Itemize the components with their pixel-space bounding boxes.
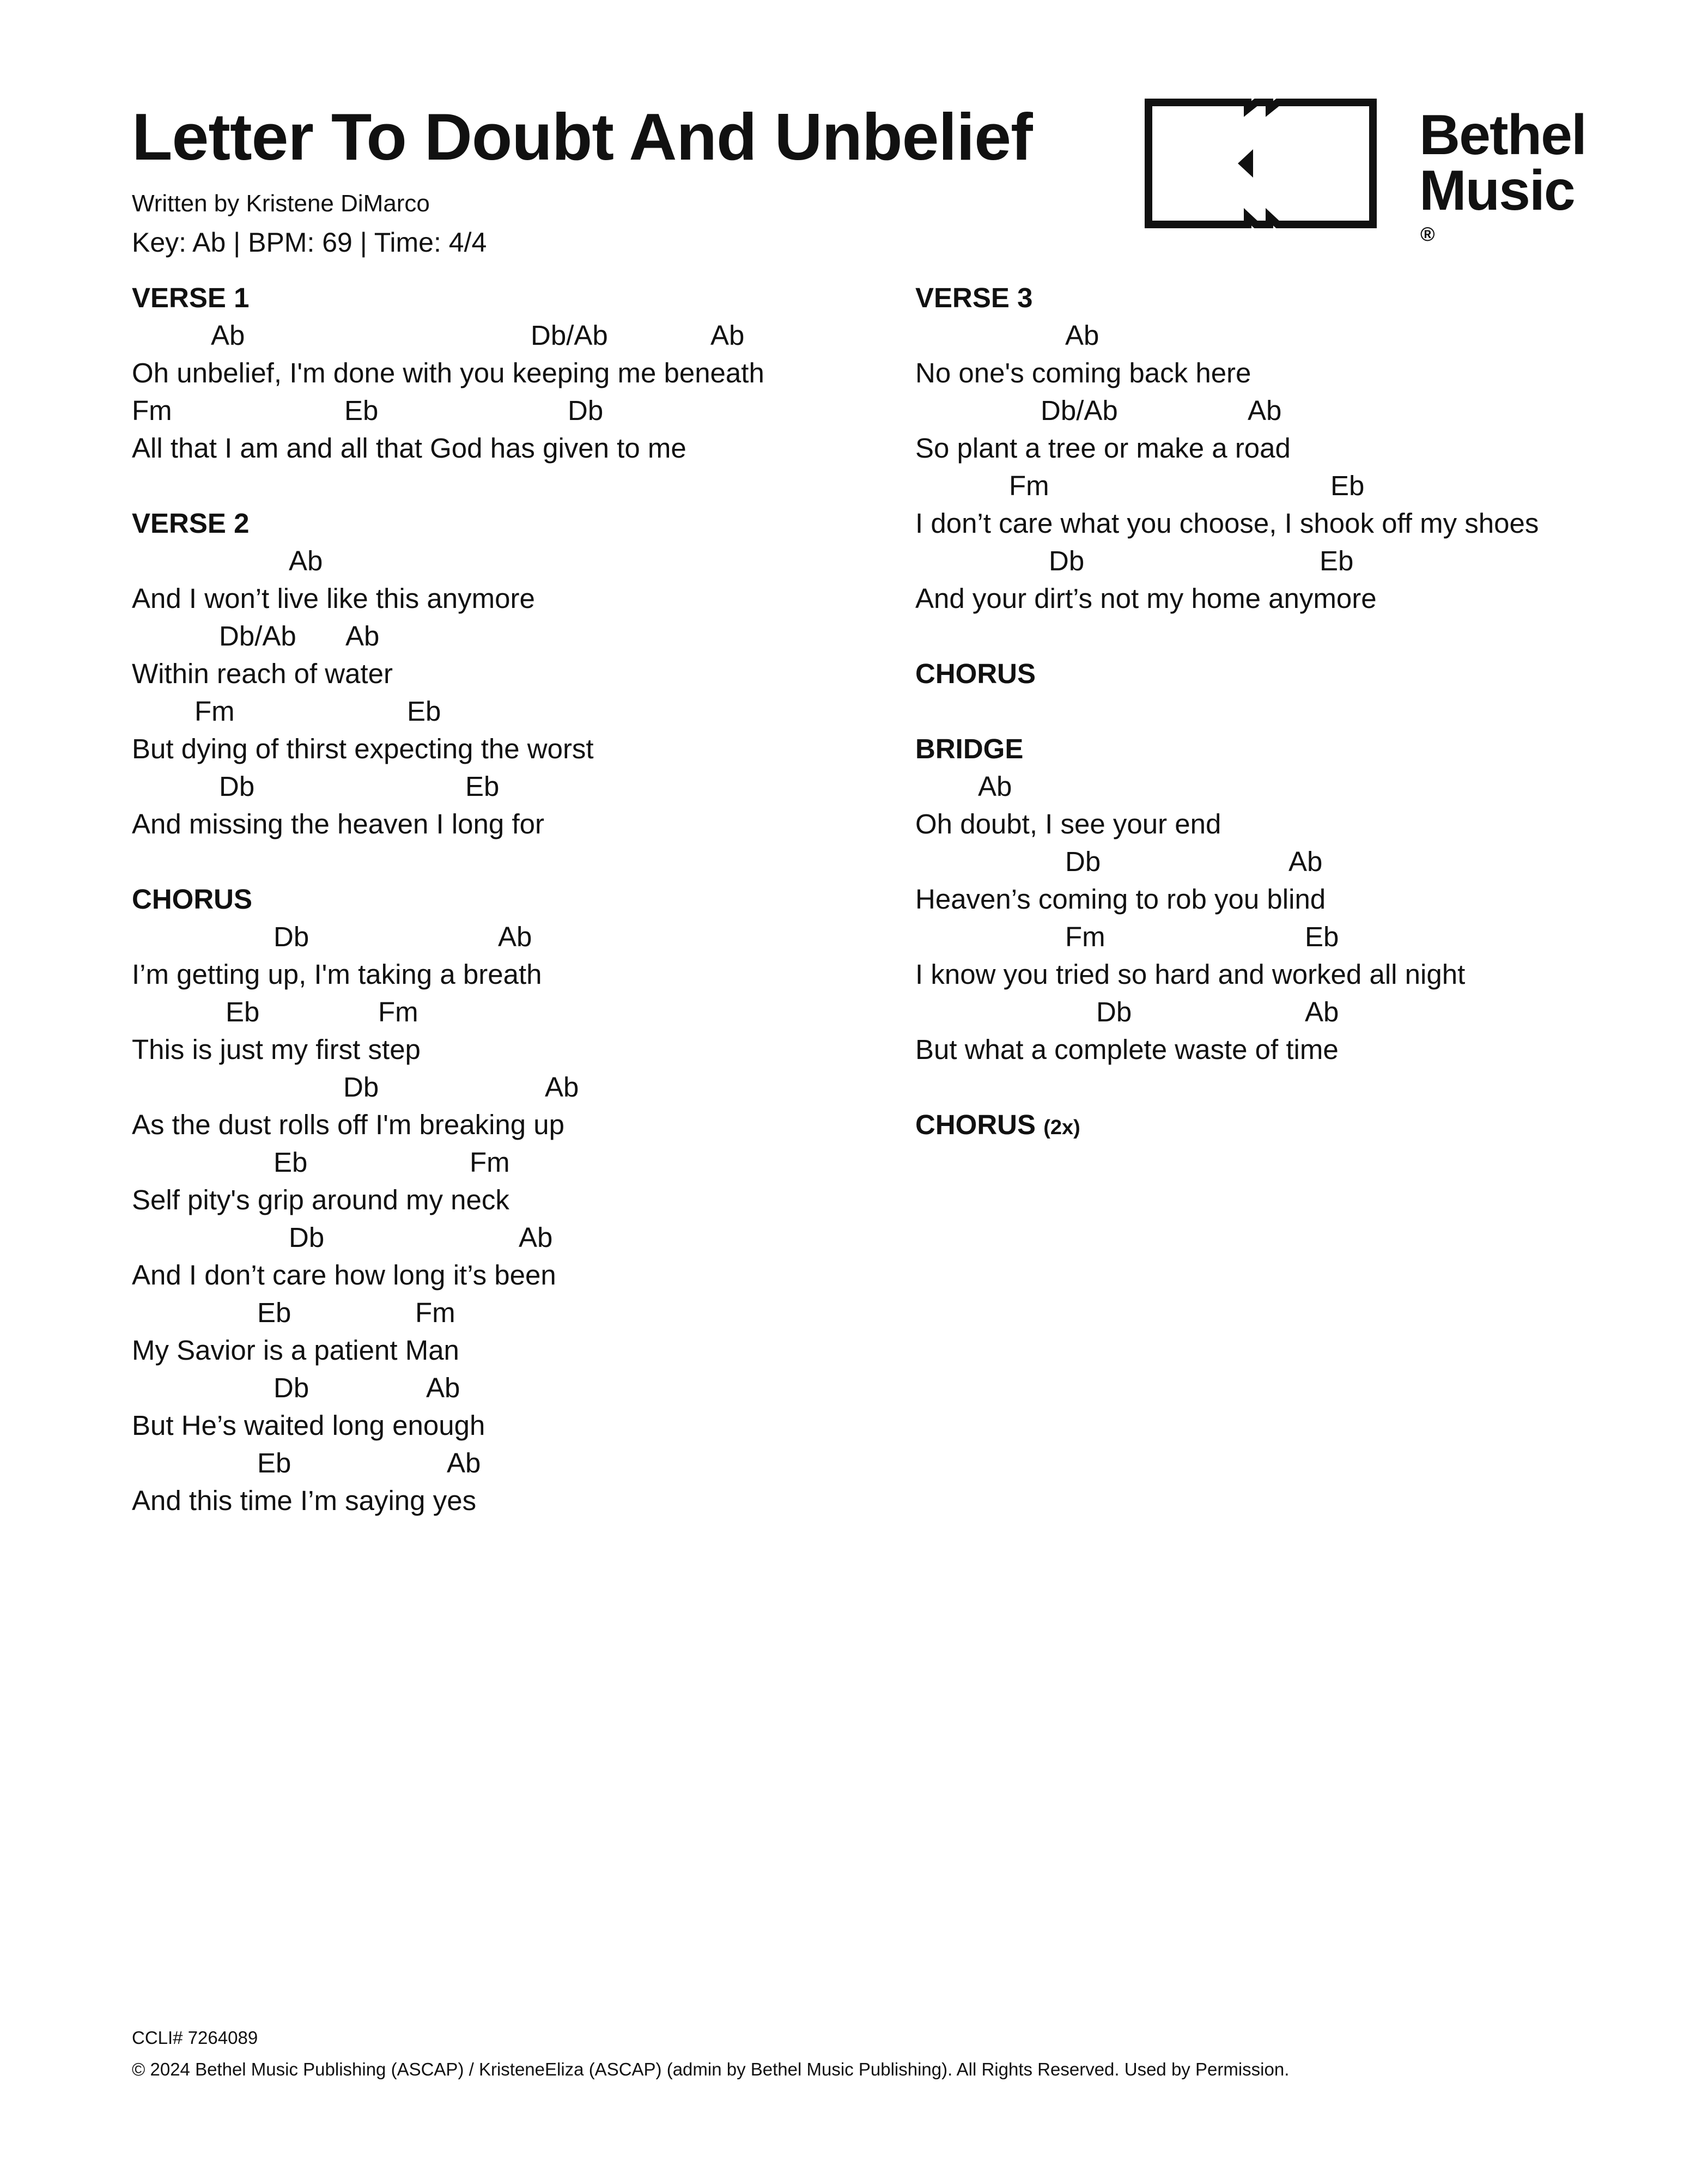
chord: Ab	[447, 1447, 481, 1478]
songwriter-credit: Written by Kristene DiMarco	[132, 190, 430, 217]
chord-row	[915, 467, 1689, 504]
chord: Eb	[465, 771, 500, 802]
lyric-line: And missing the heaven I long for	[132, 808, 544, 839]
lyric-line: As the dust rolls off I'm breaking up	[132, 1109, 565, 1140]
lyric-line: And I won’t live like this anymore	[132, 583, 535, 614]
chord: Ab	[519, 1222, 553, 1253]
registered-mark: ®	[1420, 222, 1435, 245]
chord: Db	[273, 1372, 309, 1403]
chord: Fm	[415, 1297, 455, 1328]
chord-row	[915, 542, 1689, 580]
chord: Ab	[426, 1372, 460, 1403]
chord: Ab	[211, 320, 245, 351]
brand-wordmark	[1419, 104, 1586, 245]
chord: Ab	[345, 620, 380, 652]
chord: Eb	[1305, 921, 1339, 952]
chord: Db	[1096, 996, 1132, 1027]
chord-row	[915, 768, 1689, 805]
chord-row	[132, 768, 895, 805]
chord: Ab	[1248, 395, 1282, 426]
lyric-line: But what a complete waste of time	[915, 1034, 1339, 1065]
chord: Db/Ab	[531, 320, 608, 351]
verse-3	[915, 279, 1689, 617]
section-heading: CHORUS (2x)	[915, 1109, 1080, 1140]
lyric-line: Oh doubt, I see your end	[915, 808, 1221, 839]
copyright-notice: © 2024 Bethel Music Publishing (ASCAP) / KristeneEliza (ASCAP) (admin by Bethel Music Publishing). All Rights Reserved. Used by Permission.	[132, 2059, 1290, 2079]
chord: Db	[568, 395, 604, 426]
chorus-reference	[915, 655, 1689, 692]
chord: Ab	[545, 1072, 579, 1103]
chord: Eb	[344, 395, 379, 426]
lyric-line: I’m getting up, I'm taking a breath	[132, 959, 542, 990]
chord: Eb	[1320, 545, 1354, 576]
section-heading: CHORUS	[915, 658, 1036, 689]
chord: Eb	[226, 996, 260, 1027]
chord-row	[915, 392, 1689, 429]
chord: Db	[273, 921, 309, 952]
chord-row	[132, 1143, 895, 1181]
chord: Ab	[1288, 846, 1323, 877]
chord: Fm	[1009, 470, 1049, 501]
chord: Fm	[378, 996, 418, 1027]
chord: Eb	[257, 1447, 291, 1478]
chord: Eb	[1330, 470, 1365, 501]
chord-row	[132, 617, 895, 655]
chord: Db	[1065, 846, 1101, 877]
lyric-line: Within reach of water	[132, 658, 393, 689]
lyric-line: But He’s waited long enough	[132, 1410, 485, 1441]
footer	[132, 2022, 1289, 2085]
repeat-note: (2x)	[1043, 1116, 1080, 1139]
chord-row	[132, 316, 895, 354]
section-heading: BRIDGE	[915, 733, 1024, 764]
lyric-line: No one's coming back here	[915, 357, 1251, 388]
lyric-line: All that I am and all that God has given to me	[132, 433, 686, 464]
section-heading: VERSE 1	[132, 282, 250, 313]
lyric-line: So plant a tree or make a road	[915, 433, 1291, 464]
verse-2	[132, 504, 895, 843]
chord-row	[132, 1444, 895, 1482]
chord: Ab	[978, 771, 1012, 802]
verse-1	[132, 279, 895, 467]
chord: Db	[343, 1072, 379, 1103]
brand-line-2: Music ®	[1419, 163, 1586, 238]
lyric-line: I don’t care what you choose, I shook off my shoes	[915, 508, 1539, 539]
lyric-line: I know you tried so hard and worked all night	[915, 959, 1466, 990]
chord-row	[915, 993, 1689, 1031]
chord: Db	[219, 771, 255, 802]
chorus	[132, 880, 895, 1519]
chord: Fm	[1065, 921, 1105, 952]
section-heading: CHORUS	[132, 884, 253, 915]
lyric-line: My Savior is a patient Man	[132, 1335, 459, 1366]
chord-row	[132, 392, 895, 429]
chord: Db	[289, 1222, 325, 1253]
chord-row	[915, 918, 1689, 955]
lyric-line: And your dirt’s not my home anymore	[915, 583, 1377, 614]
chord: Db	[1049, 545, 1085, 576]
chord: Eb	[407, 696, 441, 727]
chord: Fm	[194, 696, 235, 727]
chord-row	[132, 1369, 895, 1407]
chord: Eb	[257, 1297, 291, 1328]
section-heading: VERSE 3	[915, 282, 1033, 313]
chord: Ab	[1305, 996, 1339, 1027]
section-heading: VERSE 2	[132, 508, 250, 539]
brand-line-1: Bethel	[1419, 104, 1586, 167]
chord: Ab	[1065, 320, 1099, 351]
chord-row	[132, 692, 895, 730]
chord-row	[132, 542, 895, 580]
song-meta: Key: Ab | BPM: 69 | Time: 4/4	[132, 227, 487, 258]
chord-row	[132, 918, 895, 955]
bethel-logo-icon	[1144, 98, 1384, 229]
chord-row	[915, 316, 1689, 354]
chord-row	[132, 1219, 895, 1256]
chorus-repeat	[915, 1106, 1689, 1143]
lyric-line: This is just my first step	[132, 1034, 421, 1065]
bethel-music-logo	[1144, 98, 1596, 245]
chord: Db/Ab	[1041, 395, 1118, 426]
chord: Fm	[132, 395, 172, 426]
chord-row	[915, 843, 1689, 880]
chord: Eb	[273, 1147, 308, 1178]
lyric-line: And this time I’m saying yes	[132, 1485, 477, 1516]
lyric-line: And I don’t care how long it’s been	[132, 1259, 556, 1291]
chord-row	[132, 993, 895, 1031]
lyric-line: Oh unbelief, I'm done with you keeping me beneath	[132, 357, 764, 388]
chord: Ab	[498, 921, 532, 952]
chord: Ab	[289, 545, 323, 576]
chord: Db/Ab	[219, 620, 296, 652]
song-title: Letter To Doubt And Unbelief	[132, 100, 1032, 174]
ccli-number: CCLI# 7264089	[132, 2028, 258, 2048]
lyric-line: Self pity's grip around my neck	[132, 1184, 509, 1215]
left-column	[132, 279, 895, 1557]
bridge	[915, 730, 1689, 1068]
chord: Fm	[470, 1147, 510, 1178]
chord-row	[132, 1294, 895, 1331]
right-column	[915, 279, 1689, 1181]
lyric-line: But dying of thirst expecting the worst	[132, 733, 594, 764]
chord-row	[132, 1068, 895, 1106]
lyric-line: Heaven’s coming to rob you blind	[915, 884, 1326, 915]
chord: Ab	[710, 320, 745, 351]
